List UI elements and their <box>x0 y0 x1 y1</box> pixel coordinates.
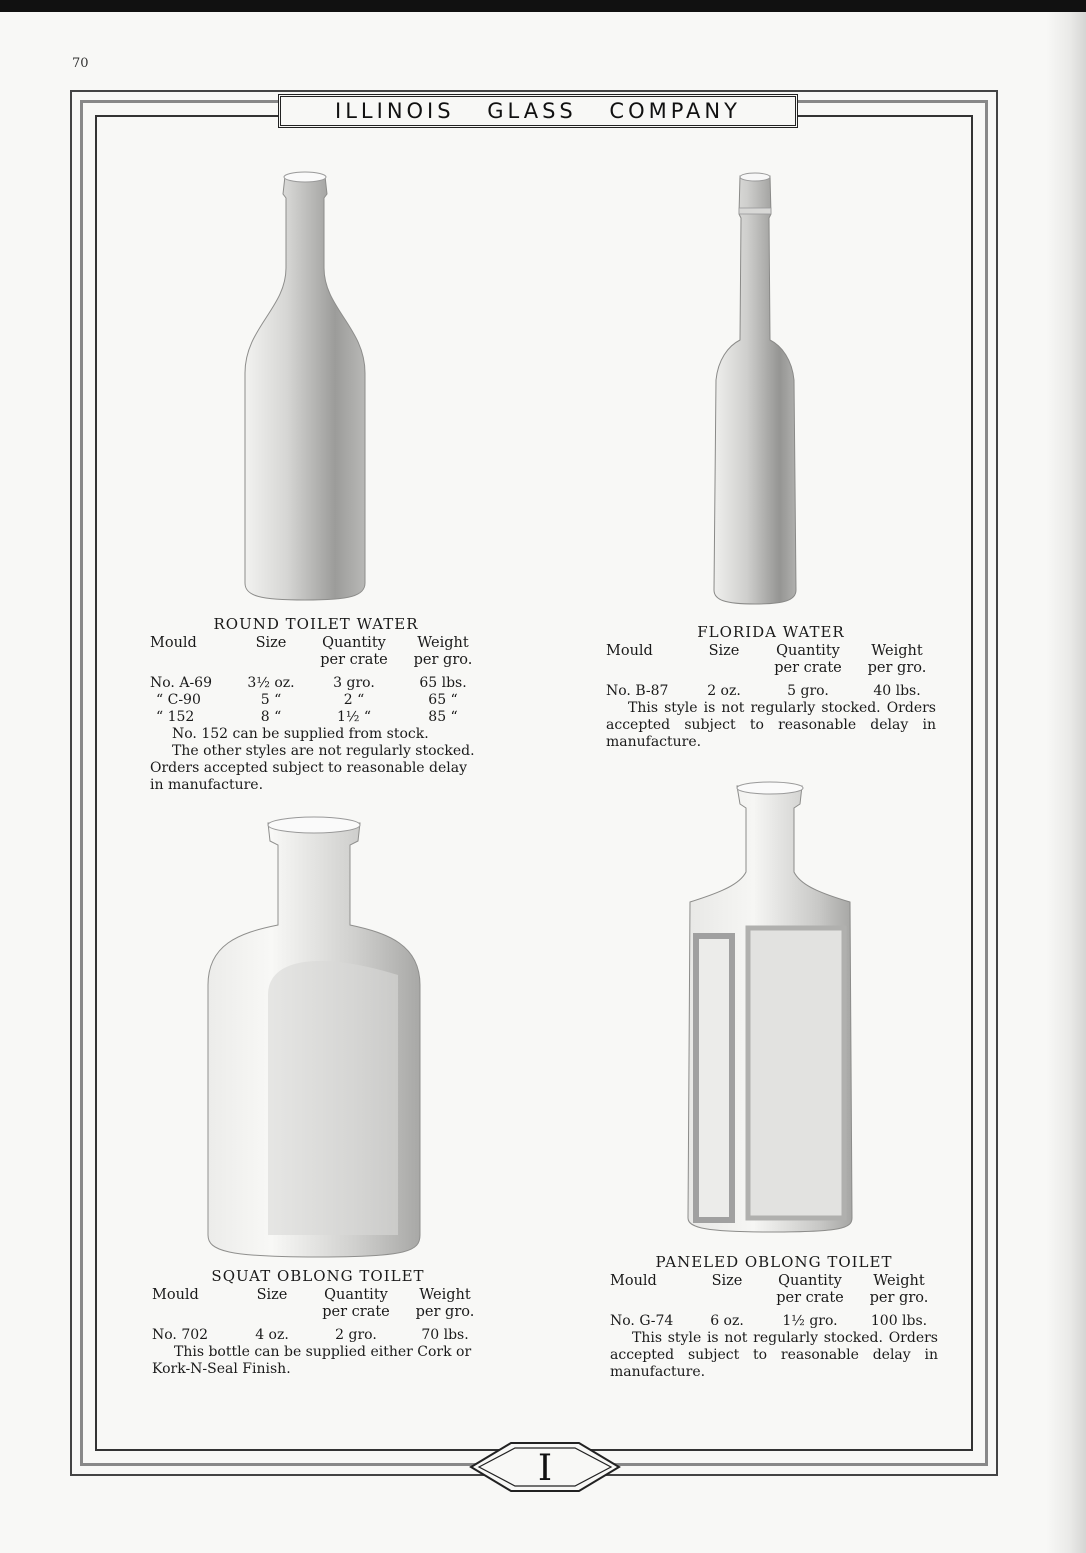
column-header-size: Size <box>256 1287 288 1303</box>
column-header-quantity: Quantity per crate <box>776 1273 844 1306</box>
cell-size: 4 oz. <box>255 1327 289 1343</box>
squat-oblong-toilet-bottle-image <box>198 815 438 1265</box>
cell-mould: “ C-90 <box>156 692 201 708</box>
column-header-weight: Weight per gro. <box>413 635 473 668</box>
cell-mould: No. 702 <box>152 1327 209 1343</box>
table-header-row <box>150 635 482 675</box>
spec-table <box>610 1273 938 1330</box>
scan-top-edge <box>0 0 1086 12</box>
cell-quantity: 1½ “ <box>336 709 372 725</box>
round-toilet-water-bottle-image <box>230 168 380 608</box>
page-number: 70 <box>72 56 89 71</box>
header-banner <box>278 94 798 128</box>
product-title: SQUAT OBLONG TOILET <box>211 1267 425 1285</box>
table-row <box>150 692 482 709</box>
product-title: PANELED OBLONG TOILET <box>655 1253 893 1271</box>
florida-water-bottle-image <box>700 170 810 610</box>
table-row <box>610 1313 938 1330</box>
cell-weight: 85 “ <box>428 709 458 725</box>
emblem-letter: I <box>537 1448 553 1489</box>
table-row <box>152 1327 484 1344</box>
cell-quantity: 2 “ <box>343 692 365 708</box>
cell-weight: 65 “ <box>428 692 458 708</box>
table-header-row <box>610 1273 938 1313</box>
table-row <box>150 675 482 692</box>
column-header-mould: Mould <box>152 1287 199 1303</box>
product-note: This bottle can be supplied either Cork or Kork-N-Seal Finish. <box>152 1344 472 1377</box>
cell-weight: 40 lbs. <box>873 683 921 699</box>
cell-mould: No. G-74 <box>610 1313 674 1329</box>
column-header-size: Size <box>711 1273 743 1289</box>
product-title: FLORIDA WATER <box>697 623 845 641</box>
table-row <box>606 683 936 700</box>
company-emblem <box>465 1440 625 1494</box>
cell-mould: No. A-69 <box>150 675 212 691</box>
product-title: ROUND TOILET WATER <box>213 615 419 633</box>
product-florida-water <box>606 624 936 751</box>
spec-table <box>606 643 936 700</box>
product-round-toilet-water <box>150 616 482 794</box>
paneled-oblong-toilet-bottle-image <box>682 780 862 1240</box>
cell-weight: 70 lbs. <box>421 1327 469 1343</box>
product-note: This style is not regularly stocked. Orders accepted subject to reasonable delay in manufacture. <box>610 1330 938 1380</box>
cell-quantity: 5 gro. <box>787 683 829 699</box>
product-note: This style is not regularly stocked. Orders accepted subject to reasonable delay in manufacture. <box>606 700 936 750</box>
product-note-delay: The other styles are not regularly stocked. Orders accepted subject to reasonable delay in manufacture. <box>150 743 475 793</box>
cell-mould: No. B-87 <box>606 683 669 699</box>
column-header-quantity: Quantity per crate <box>774 643 842 676</box>
cell-weight: 65 lbs. <box>419 675 467 691</box>
company-title: ILLINOIS GLASS COMPANY <box>335 99 741 123</box>
column-header-weight: Weight per gro. <box>869 1273 929 1306</box>
column-header-size: Size <box>255 635 287 651</box>
column-header-size: Size <box>708 643 740 659</box>
cell-mould: “ 152 <box>156 709 195 725</box>
column-header-mould: Mould <box>606 643 653 659</box>
cell-size: 5 “ <box>260 692 282 708</box>
spec-table <box>152 1287 484 1344</box>
cell-weight: 100 lbs. <box>870 1313 928 1329</box>
product-paneled-oblong-toilet <box>610 1254 938 1381</box>
cell-quantity: 3 gro. <box>333 675 375 691</box>
cell-size: 6 oz. <box>710 1313 744 1329</box>
column-header-quantity: Quantity per crate <box>320 635 388 668</box>
cell-size: 8 “ <box>260 709 282 725</box>
table-row <box>150 709 482 726</box>
table-header-row <box>152 1287 484 1327</box>
column-header-quantity: Quantity per crate <box>322 1287 390 1320</box>
cell-size: 3½ oz. <box>247 675 295 691</box>
column-header-mould: Mould <box>150 635 197 651</box>
product-squat-oblong-toilet <box>152 1268 484 1378</box>
column-header-weight: Weight per gro. <box>867 643 927 676</box>
cell-quantity: 1½ gro. <box>782 1313 838 1329</box>
page-curl-shadow <box>1046 12 1086 1553</box>
table-header-row <box>606 643 936 683</box>
product-note-stock: No. 152 can be supplied from stock. <box>172 726 429 742</box>
column-header-weight: Weight per gro. <box>415 1287 475 1320</box>
cell-size: 2 oz. <box>707 683 741 699</box>
cell-quantity: 2 gro. <box>335 1327 377 1343</box>
column-header-mould: Mould <box>610 1273 657 1289</box>
spec-table <box>150 635 482 726</box>
